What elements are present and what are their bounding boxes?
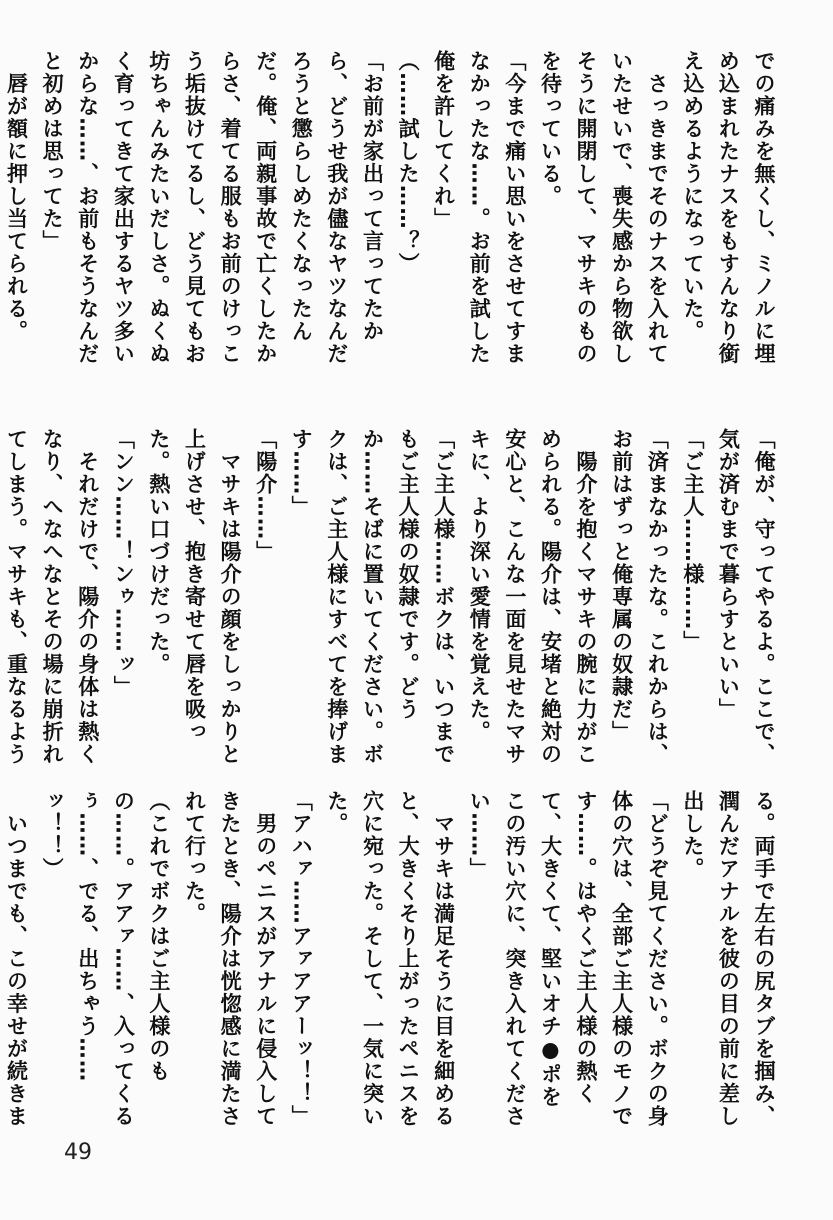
paragraph: さっきまでそのナスを入れていたせいで、喪失感から物欲しそうに開閉して、マサキのものを待っている。	[538, 50, 670, 365]
paragraph: 「陽介……」	[253, 428, 278, 563]
paragraph: それだけで、陽介の身体は熱くなり、へなへなとその場に崩折れてしまう。マサキも、重なるよう	[4, 428, 100, 766]
paragraph: る。両手で左右の尻タブを掴み、潤んだアナルを彼の目の前に差し出した。	[680, 790, 776, 1128]
paragraph: 「ご主人様……ボクは、いつまでもご主人様の奴隷です。どうか……そばに置いてください。ボクは、ご主人様にすべてを捧げます……」	[289, 428, 456, 766]
paragraph: （……試した……？）	[396, 50, 421, 275]
paragraph: マサキは陽介の顔をしっかりと上げさせ、抱き寄せて唇を吸った。熱い口づけだった。	[146, 428, 243, 766]
paragraph: （これでボクはご主人様のもの……。アアァ……、入ってくるぅ……、でる、出ちゃう……ッ！！）	[40, 790, 171, 1128]
paragraph: 「アハァ……アァアアーッ！！」	[289, 790, 314, 1128]
text-tier-top	[4, 50, 781, 380]
paragraph: での痛みを無くし、ミノルに埋め込まれたナスをもすんなり銜え込めるようになっていた。	[680, 50, 776, 365]
paragraph: 「済まなかったな。これからは、お前はずっと俺専属の奴隷だ」	[609, 428, 670, 766]
text-tier-middle	[4, 428, 781, 768]
paragraph: マサキは満足そうに目を細めると、大きくそり上がったペニスを穴に宛った。そして、一気に突いた。	[324, 790, 456, 1128]
paragraph: 「俺が、守ってやるよ。ここで、気が済むまで暮らすといい」	[716, 428, 776, 766]
text-tier-bottom	[4, 790, 781, 1130]
paragraph: 「ンン……！ンゥ……ッ」	[111, 428, 136, 698]
paragraph: 男のペニスがアナルに侵入してきたとき、陽介は恍惚感に満たされて行った。	[182, 790, 278, 1128]
paragraph: 「お前が家出って言ってたから、どうせ我が儘なヤツなんだろうと懲らしめたくなったんだ。俺、両親事故で亡くしたからさ、着てる服もお前のけっこう垢抜けてるし、どう見てもお坊ちゃんみたいだしさ。ぬくぬく育ってきて家出するヤツ多いからな……、お前もそうなんだと初めは思ってた」	[40, 50, 385, 365]
paragraph: 「どうぞ見てください。ボクの身体の穴は、全部ご主人様のモノです……。はやくご主人様の熱くて、大きくて、堅いオチ●ポをこの汚い穴に、突き入れてください……」	[467, 790, 670, 1128]
paragraph: いつまでも、この幸せが続きま	[4, 812, 29, 1128]
paragraph: 唇が額に押し当てられる。	[4, 50, 29, 343]
page-number: 49	[64, 1140, 92, 1165]
paragraph: 陽介を抱くマサキの腕に力がこめられる。陽介は、安堵と絶対の安心と、こんな一面を見せたマサキに、より深い愛情を覚えた。	[467, 428, 599, 766]
paragraph: 「今まで痛い思いをさせてすまなかったな……。お前を試した俺を許してくれ」	[431, 50, 527, 365]
paragraph: 「ご主人……様……」	[680, 428, 705, 653]
